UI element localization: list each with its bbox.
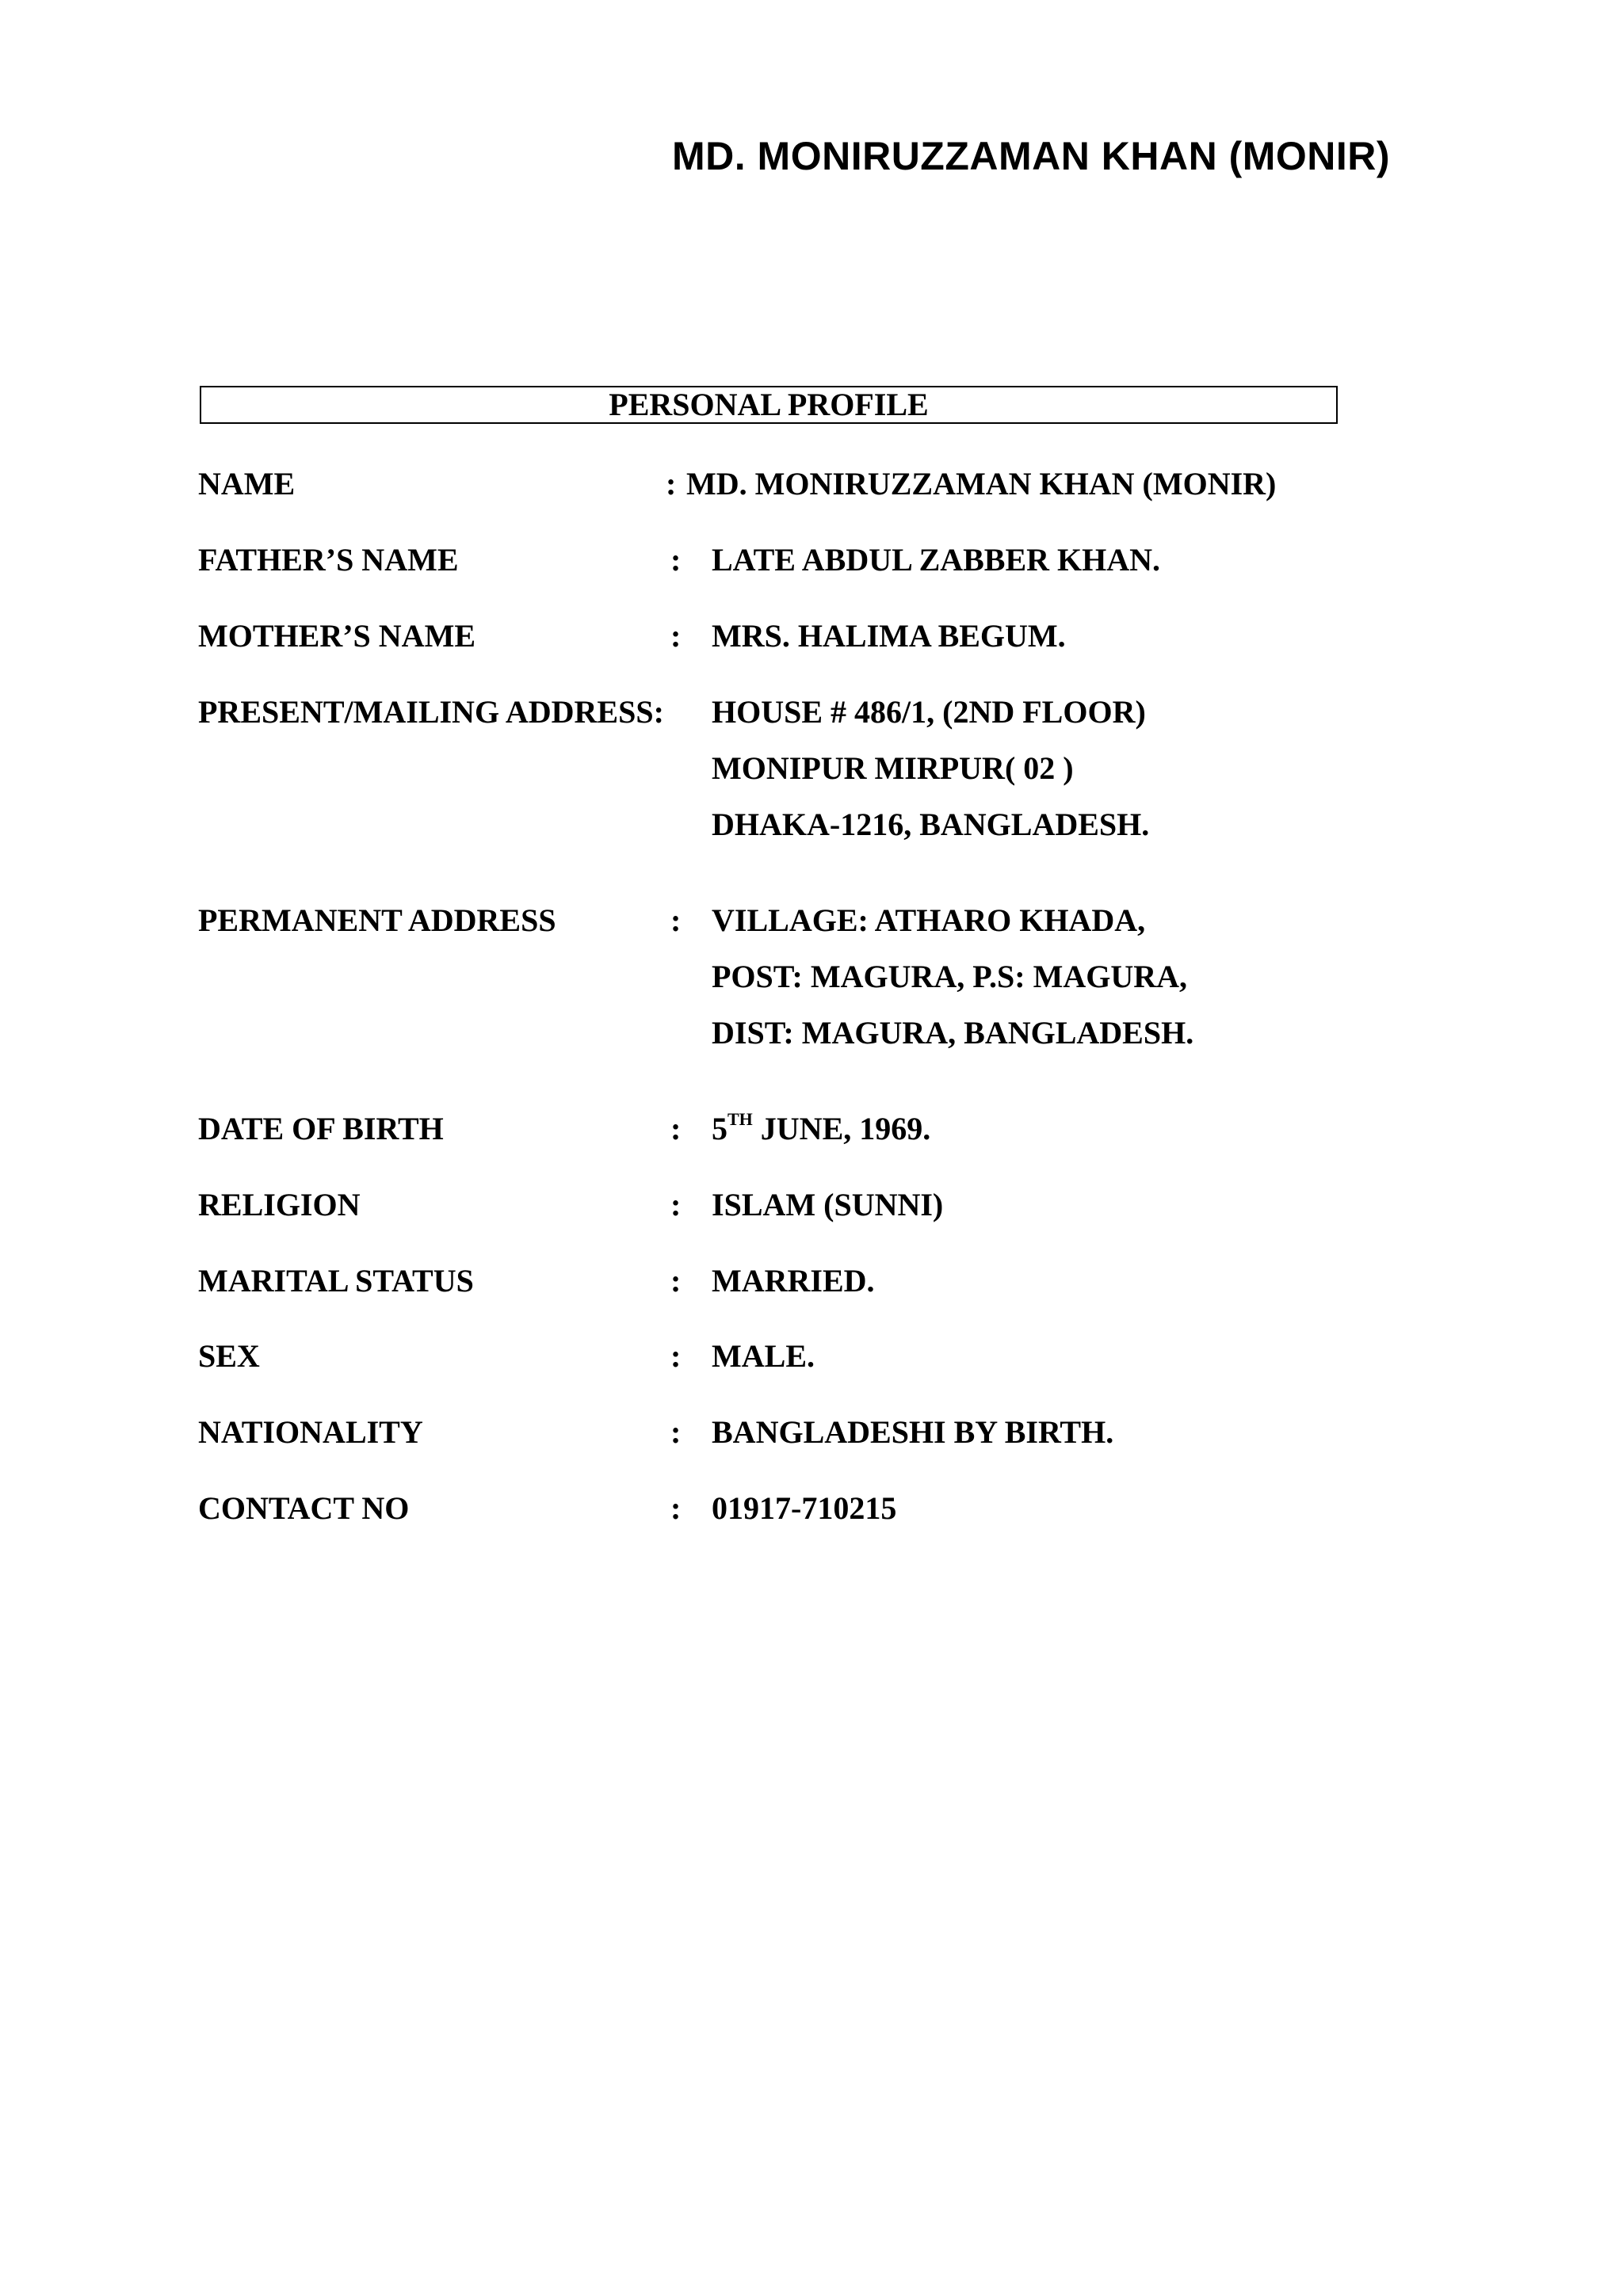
- field-label-marital-status: MARITAL STATUS: [198, 1263, 474, 1299]
- field-colon: :: [670, 1111, 682, 1146]
- field-value-mother-name: MRS. HALIMA BEGUM.: [712, 618, 1066, 654]
- field-value-permanent-address: [712, 892, 1193, 1061]
- field-label-contact-no: CONTACT NO: [198, 1490, 410, 1526]
- address-line: VILLAGE: ATHARO KHADA,: [712, 902, 1146, 938]
- field-value-marital-status: MARRIED.: [712, 1263, 875, 1299]
- field-value-nationality: BANGLADESHI BY BIRTH.: [712, 1414, 1114, 1450]
- address-line: HOUSE # 486/1, (2ND FLOOR): [712, 694, 1146, 730]
- section-heading-personal-profile: PERSONAL PROFILE: [200, 386, 1338, 424]
- address-line: DHAKA-1216, BANGLADESH.: [712, 807, 1150, 842]
- field-label-nationality: NATIONALITY: [198, 1414, 423, 1450]
- field-label-sex: SEX: [198, 1338, 260, 1374]
- field-label-date-of-birth: DATE OF BIRTH: [198, 1111, 444, 1146]
- field-colon: :: [670, 1490, 682, 1526]
- field-label-father-name: FATHER’S NAME: [198, 542, 459, 578]
- field-label-present-address: PRESENT/MAILING ADDRESS:: [198, 694, 664, 730]
- field-colon: :: [670, 1263, 682, 1299]
- field-label-religion: RELIGION: [198, 1187, 361, 1222]
- field-value-name: MD. MONIRUZZAMAN KHAN (MONIR): [686, 466, 1277, 502]
- field-label-permanent-address: PERMANENT ADDRESS: [198, 902, 556, 938]
- field-value-sex: MALE.: [712, 1338, 815, 1374]
- field-value-date-of-birth: [712, 1100, 930, 1157]
- field-label-mother-name: MOTHER’S NAME: [198, 618, 475, 654]
- field-colon: :: [670, 1414, 682, 1450]
- dob-month-year: JUNE, 1969.: [752, 1111, 931, 1146]
- field-colon: :: [670, 542, 682, 578]
- page-title: MD. MONIRUZZAMAN KHAN (MONIR): [672, 134, 1391, 178]
- address-line: POST: MAGURA, P.S: MAGURA,: [712, 959, 1187, 994]
- field-value-contact-no: 01917-710215: [712, 1490, 897, 1526]
- address-line: MONIPUR MIRPUR( 02 ): [712, 750, 1074, 786]
- field-value-present-address: [712, 684, 1149, 852]
- field-colon: :: [670, 1338, 682, 1374]
- field-colon: :: [666, 466, 677, 502]
- field-colon: :: [670, 618, 682, 654]
- field-colon: :: [670, 1187, 682, 1222]
- field-colon: :: [670, 902, 682, 938]
- dob-day: 5: [712, 1111, 727, 1146]
- address-line: DIST: MAGURA, BANGLADESH.: [712, 1015, 1194, 1051]
- dob-day-suffix: TH: [727, 1109, 753, 1129]
- field-value-religion: ISLAM (SUNNI): [712, 1187, 944, 1222]
- field-value-father-name: LATE ABDUL ZABBER KHAN.: [712, 542, 1161, 578]
- field-label-name: NAME: [198, 466, 296, 502]
